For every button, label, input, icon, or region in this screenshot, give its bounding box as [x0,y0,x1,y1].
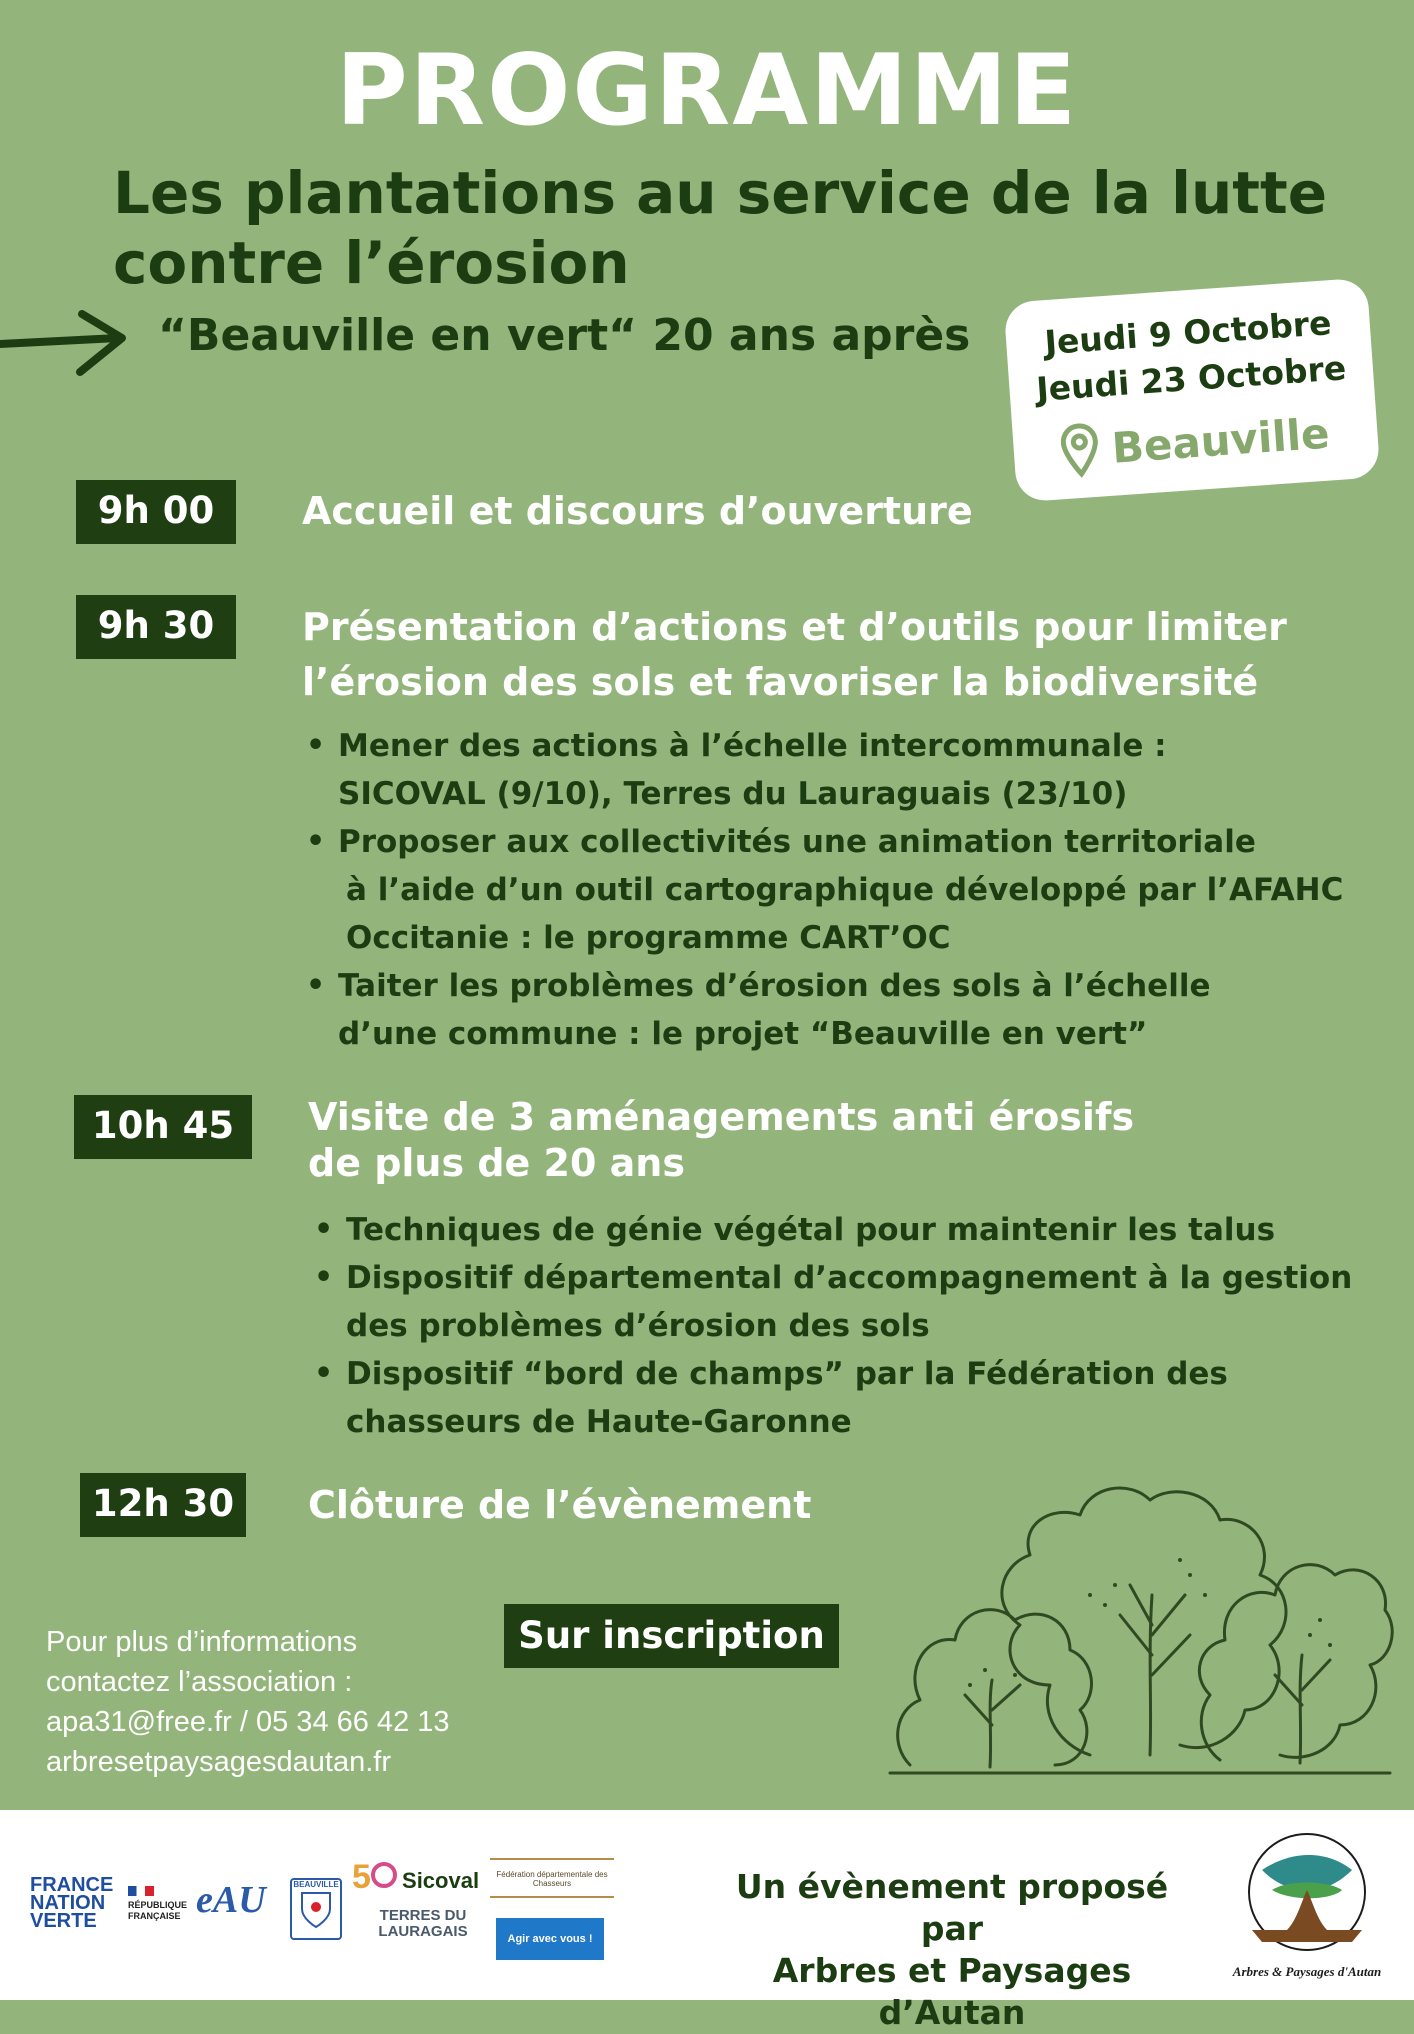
date-1: Jeudi 9 Octobre [1043,303,1333,363]
france-nation-verte-logo [30,1876,116,1930]
bullet-line: SICOVAL (9/10), Terres du Lauraguais (23/10) [338,776,1128,812]
eau-logo [196,1878,282,1932]
session-title-line: Visite de 3 aménagements anti érosifs [308,1095,1135,1139]
logo-text: Arbres & Paysages d'Autan [1232,1964,1382,1979]
tagline: “Beauville en vert“ 20 ans après [158,310,971,361]
organizer-line-2: Arbres et Paysages d’Autan [772,1951,1132,2032]
organizer-line-1: Un évènement proposé par [735,1867,1169,1948]
session-title [302,600,1287,710]
session-title-line: Clôture de l’évènement [308,1483,812,1527]
bullet-line: des problèmes d’érosion des sols [346,1308,930,1344]
list-item [310,1206,1370,1254]
time-badge: 9h 30 [76,595,236,659]
list-item [310,1350,1370,1446]
logo-text: eAU [196,1879,266,1921]
session-title-line: Accueil et discours d’ouverture [302,489,973,533]
bullet-line: Occitanie : le programme CART’OC [346,920,951,956]
flag-icon [128,1886,154,1896]
shield-icon [300,1889,332,1929]
tree-icon [1232,1830,1382,1960]
arrow-right-icon [0,306,130,386]
subtitle-line-2: contre l’érosion [113,229,630,297]
session-title-line: l’érosion des sols et favoriser la biodiversité [302,660,1259,704]
map-pin-icon [1060,423,1100,477]
session-title-line: de plus de 20 ans [308,1141,685,1185]
trees-illustration [890,1445,1390,1775]
bullet-line: • Dispositif départemental d’accompagnement à la gestion [346,1260,1353,1296]
logo-text: Sicoval [402,1868,480,1893]
bullet-list [302,722,1362,1058]
beauville-logo [290,1878,342,1940]
organizer-text [712,1866,1192,2034]
sicoval-logo [352,1858,482,1904]
list-item [310,1254,1370,1350]
list-item [302,818,1362,962]
session-title [308,1094,1134,1186]
terres-du-lauragais-logo [368,1908,478,1940]
contact-line: contactez l’association : [46,1666,353,1698]
location-name: Beauville [1110,408,1331,473]
time-badge: 9h 00 [76,480,236,544]
date-2: Jeudi 23 Octobre [1035,348,1348,409]
republique-francaise-logo [128,1886,188,1922]
date-card [1003,278,1380,503]
bullet-line: chasseurs de Haute-Garonne [346,1404,852,1440]
bullet-list [310,1206,1370,1446]
bullet-line: • Techniques de génie végétal pour maintenir les talus [346,1212,1276,1248]
logo-text: TERRES DU LAURAGAIS [378,1907,468,1940]
apa-association-logo [1232,1830,1382,1990]
contact-line: Pour plus d’informations [46,1626,358,1658]
contact-website-link[interactable]: arbresetpaysagesdautan.fr [46,1746,391,1778]
bullet-line: • Proposer aux collectivités une animation territoriale [338,824,1256,860]
time-badge: 12h 30 [80,1473,246,1537]
location [1022,404,1369,480]
subtitle-line-1: Les plantations au service de la lutte [113,159,1328,227]
logo-text: BEAUVILLE [293,1880,339,1889]
bullet-line: à l’aide d’un outil cartographique développé par l’AFAHC [346,872,1344,908]
session-title-line: Présentation d’actions et d’outils pour limiter [302,605,1287,649]
bullet-line: d’une commune : le projet “Beauville en vert” [338,1016,1148,1052]
logo-text: FRANCE NATION VERTE [30,1874,114,1932]
chasseurs-logo [490,1858,614,1898]
page-title: PROGRAMME [335,34,1079,148]
list-item [302,722,1362,818]
bullet-line: • Taiter les problèmes d’érosion des sols à l’échelle [338,968,1211,1004]
bullet-line: • Dispositif “bord de champs” par la Fédération des [346,1356,1228,1392]
registration-badge: Sur inscription [504,1604,839,1668]
event-subtitle [113,158,1373,298]
logo-text: Fédération départementale des Chasseurs [496,1870,608,1888]
time-badge: 10h 45 [74,1095,252,1159]
logo-text: Agir avec vous ! [507,1933,593,1945]
bullet-line: • Mener des actions à l’échelle intercommunale : [338,728,1167,764]
contact-info [46,1622,450,1782]
agir-avec-vous-logo [496,1918,604,1960]
logo-number: 5 [352,1858,371,1896]
contact-email-phone[interactable]: apa31@free.fr / 05 34 66 42 13 [46,1706,450,1738]
session-title [308,1478,811,1533]
session-title [302,484,973,539]
logo-text: RÉPUBLIQUE FRANÇAISE [128,1900,188,1921]
circle-icon [371,1862,397,1888]
list-item [302,962,1362,1058]
